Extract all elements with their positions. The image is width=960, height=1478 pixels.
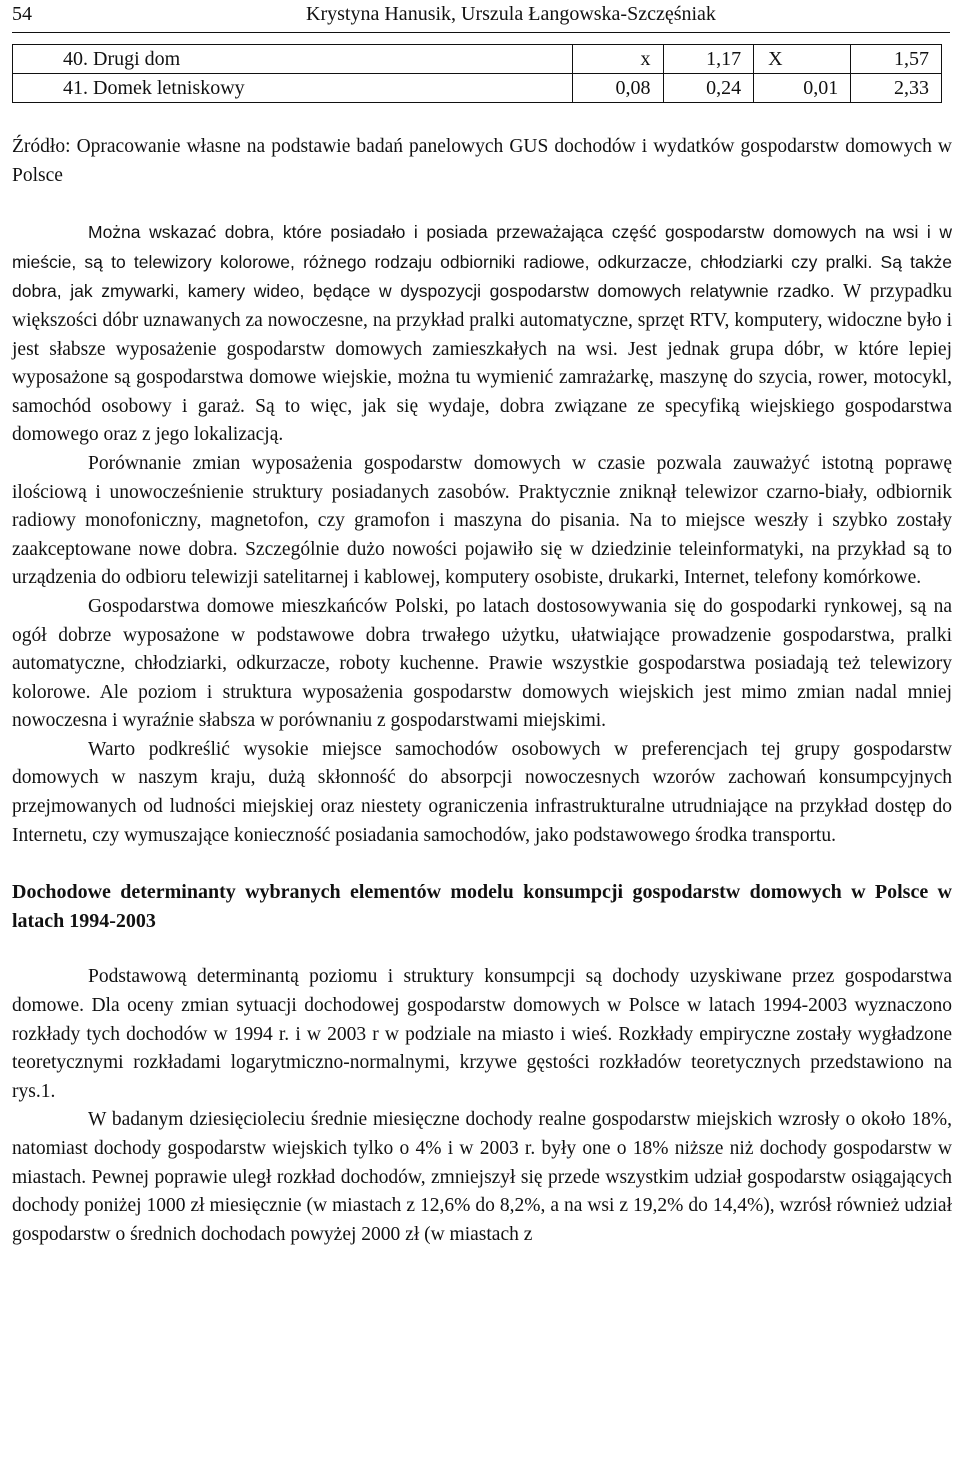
table-cell: x xyxy=(572,45,663,74)
article-body xyxy=(12,133,952,1249)
table-cell-item: 41. Domek letniskowy xyxy=(13,74,573,103)
page-number: 54 xyxy=(12,3,32,25)
equipment-table xyxy=(12,44,942,103)
table-row xyxy=(13,74,942,103)
running-header xyxy=(12,0,950,30)
table-source-note: Źródło: Opracowanie własne na podstawie badań panelowych GUS dochodów i wydatków gospodarstw domowych w Polsce xyxy=(12,136,952,186)
table-cell: 0,08 xyxy=(572,74,663,103)
table-cell-item: 40. Drugi dom xyxy=(13,45,573,74)
table-cell: X xyxy=(754,45,851,74)
paragraph: W badanym dziesięcioleciu średnie miesięczne dochody realne gospodarstw miejskich wzrosły o około 18%, natomiast dochody gospodarstw wiejskich tylko o 4% i w 2003 r. były one o 18% niższe niż dochody gospodarstw w miastach. Pewnej poprawie uległ rozkład dochodów, zmniejszył się przede wszystkim udział gospodarstw osiągających dochody poniżej 1000 zł miesięcznie (w miastach z 12,6% do 8,2%, a na wsi z 19,2% do 14,4%), wzrósł również udział gospodarstw o średnich dochodach powyżej 2000 zł (w miastach z xyxy=(12,1109,952,1245)
table-cell: 0,01 xyxy=(754,74,851,103)
running-header-authors: Krystyna Hanusik, Urszula Łangowska-Szczęśniak xyxy=(306,3,716,25)
header-rule xyxy=(12,32,950,33)
table-cell: 1,57 xyxy=(851,45,942,74)
table-cell: 1,17 xyxy=(663,45,754,74)
paragraph: Podstawową determinantą poziomu i struktury konsumpcji są dochody uzyskiwane przez gospodarstwa domowe. Dla oceny zmian sytuacji dochodowej gospodarstw domowych w Polsce w latach 1994-2003 wyznaczono rozkłady tych dochodów w 1994 r. i w 2003 r w podziale na miasto i wieś. Rozkłady empiryczne zostały wygładzone teoretycznymi rozkładami logarytmiczno-normalnymi, krzywe gęstości rozkładów teoretycznych przedstawiono na rys.1. xyxy=(12,966,952,1102)
table-cell: 2,33 xyxy=(851,74,942,103)
paragraph: Warto podkreślić wysokie miejsce samochodów osobowych w preferencjach tej grupy gospodarstw domowych w naszym kraju, dużą skłonność do absorpcji nowoczesnych wzorów zachowań konsumpcyjnych przejmowanych od ludności miejskiej oraz niestety ograniczenia infrastrukturalne utrudniające na przykład dostęp do Internetu, czy wymuszające konieczność posiadania samochodów, jako podstawowego środka transportu. xyxy=(12,738,952,846)
paragraph: Porównanie zmian wyposażenia gospodarstw domowych w czasie pozwala zauważyć istotną poprawę ilościową i unowocześnienie struktury posiadanych zasobów. Praktycznie zniknął telewizor czarno-biały, odbiornik radiowy monofoniczny, magnetofon, czy gramofon i maszyna do pisania. Na to miejsce weszły i szybko zostały zaakceptowane nowe dobra. Szczególnie dużo nowości pojawiło się w dziedzinie teleinformatyki, na przykład są to urządzenia do odbioru telewizji satelitarnej i kablowej, komputery osobiste, drukarki, Internet, telefony komórkowe. xyxy=(12,452,952,589)
paragraph-serif-part: W przypadku większości dóbr uznawanych za nowoczesne, na przykład pralki automatyczne, sprzęt RTV, komputery, widoczne było i jest słabsze wyposażenie gospodarstw domowych zamieszkałych na wsi. Jest jednak grupa dóbr, w które lepiej wyposażone są gospodarstwa domowe wiejskie, można tu wymienić zamrażarkę, maszynę do szycia, rower, motocykl, samochód osobowy i garaż. Są to więc, jak się wydaje, dobra związane ze specyfiką wiejskiego gospodarstwa domowego oraz z jego lokalizacją. xyxy=(12,281,952,446)
paragraph: Gospodarstwa domowe mieszkańców Polski, po latach dostosowywania się do gospodarki rynkowej, są na ogół dobrze wyposażone w podstawowe dobra trwałego użytku, ułatwiające prowadzenie gospodarstwa, pralki automatyczne, chłodziarki, odkurzacze, roboty kuchenne. Prawie wszystkie gospodarstwa posiadają też telewizory kolorowe. Ale poziom i struktura wyposażenia gospodarstw domowych wiejskich jest mimo zmian nadal mniej nowoczesna i wyraźnie słabsza w porównaniu z gospodarstwami miejskimi. xyxy=(12,595,952,732)
paragraph-sans-part: Można wskazać dobra, które posiadało i posiada przeważająca część gospodarstw domowych na wsi i w mieście, są to telewizory kolorowe, różnego rodzaju odbiorniki radiowe, odkurzacze, chłodziarki czy pralki. Są także dobra, jak zmywarki, kamery wideo, będące w dyspozycji gospodarstw domowych relatywnie rzadko. xyxy=(12,222,952,302)
paragraph xyxy=(12,218,952,450)
section-heading: Dochodowe determinanty wybranych elementów modelu konsumpcji gospodarstw domowych w Polsce w latach 1994-2003 xyxy=(12,881,952,932)
table-row xyxy=(13,45,942,74)
table-cell: 0,24 xyxy=(663,74,754,103)
